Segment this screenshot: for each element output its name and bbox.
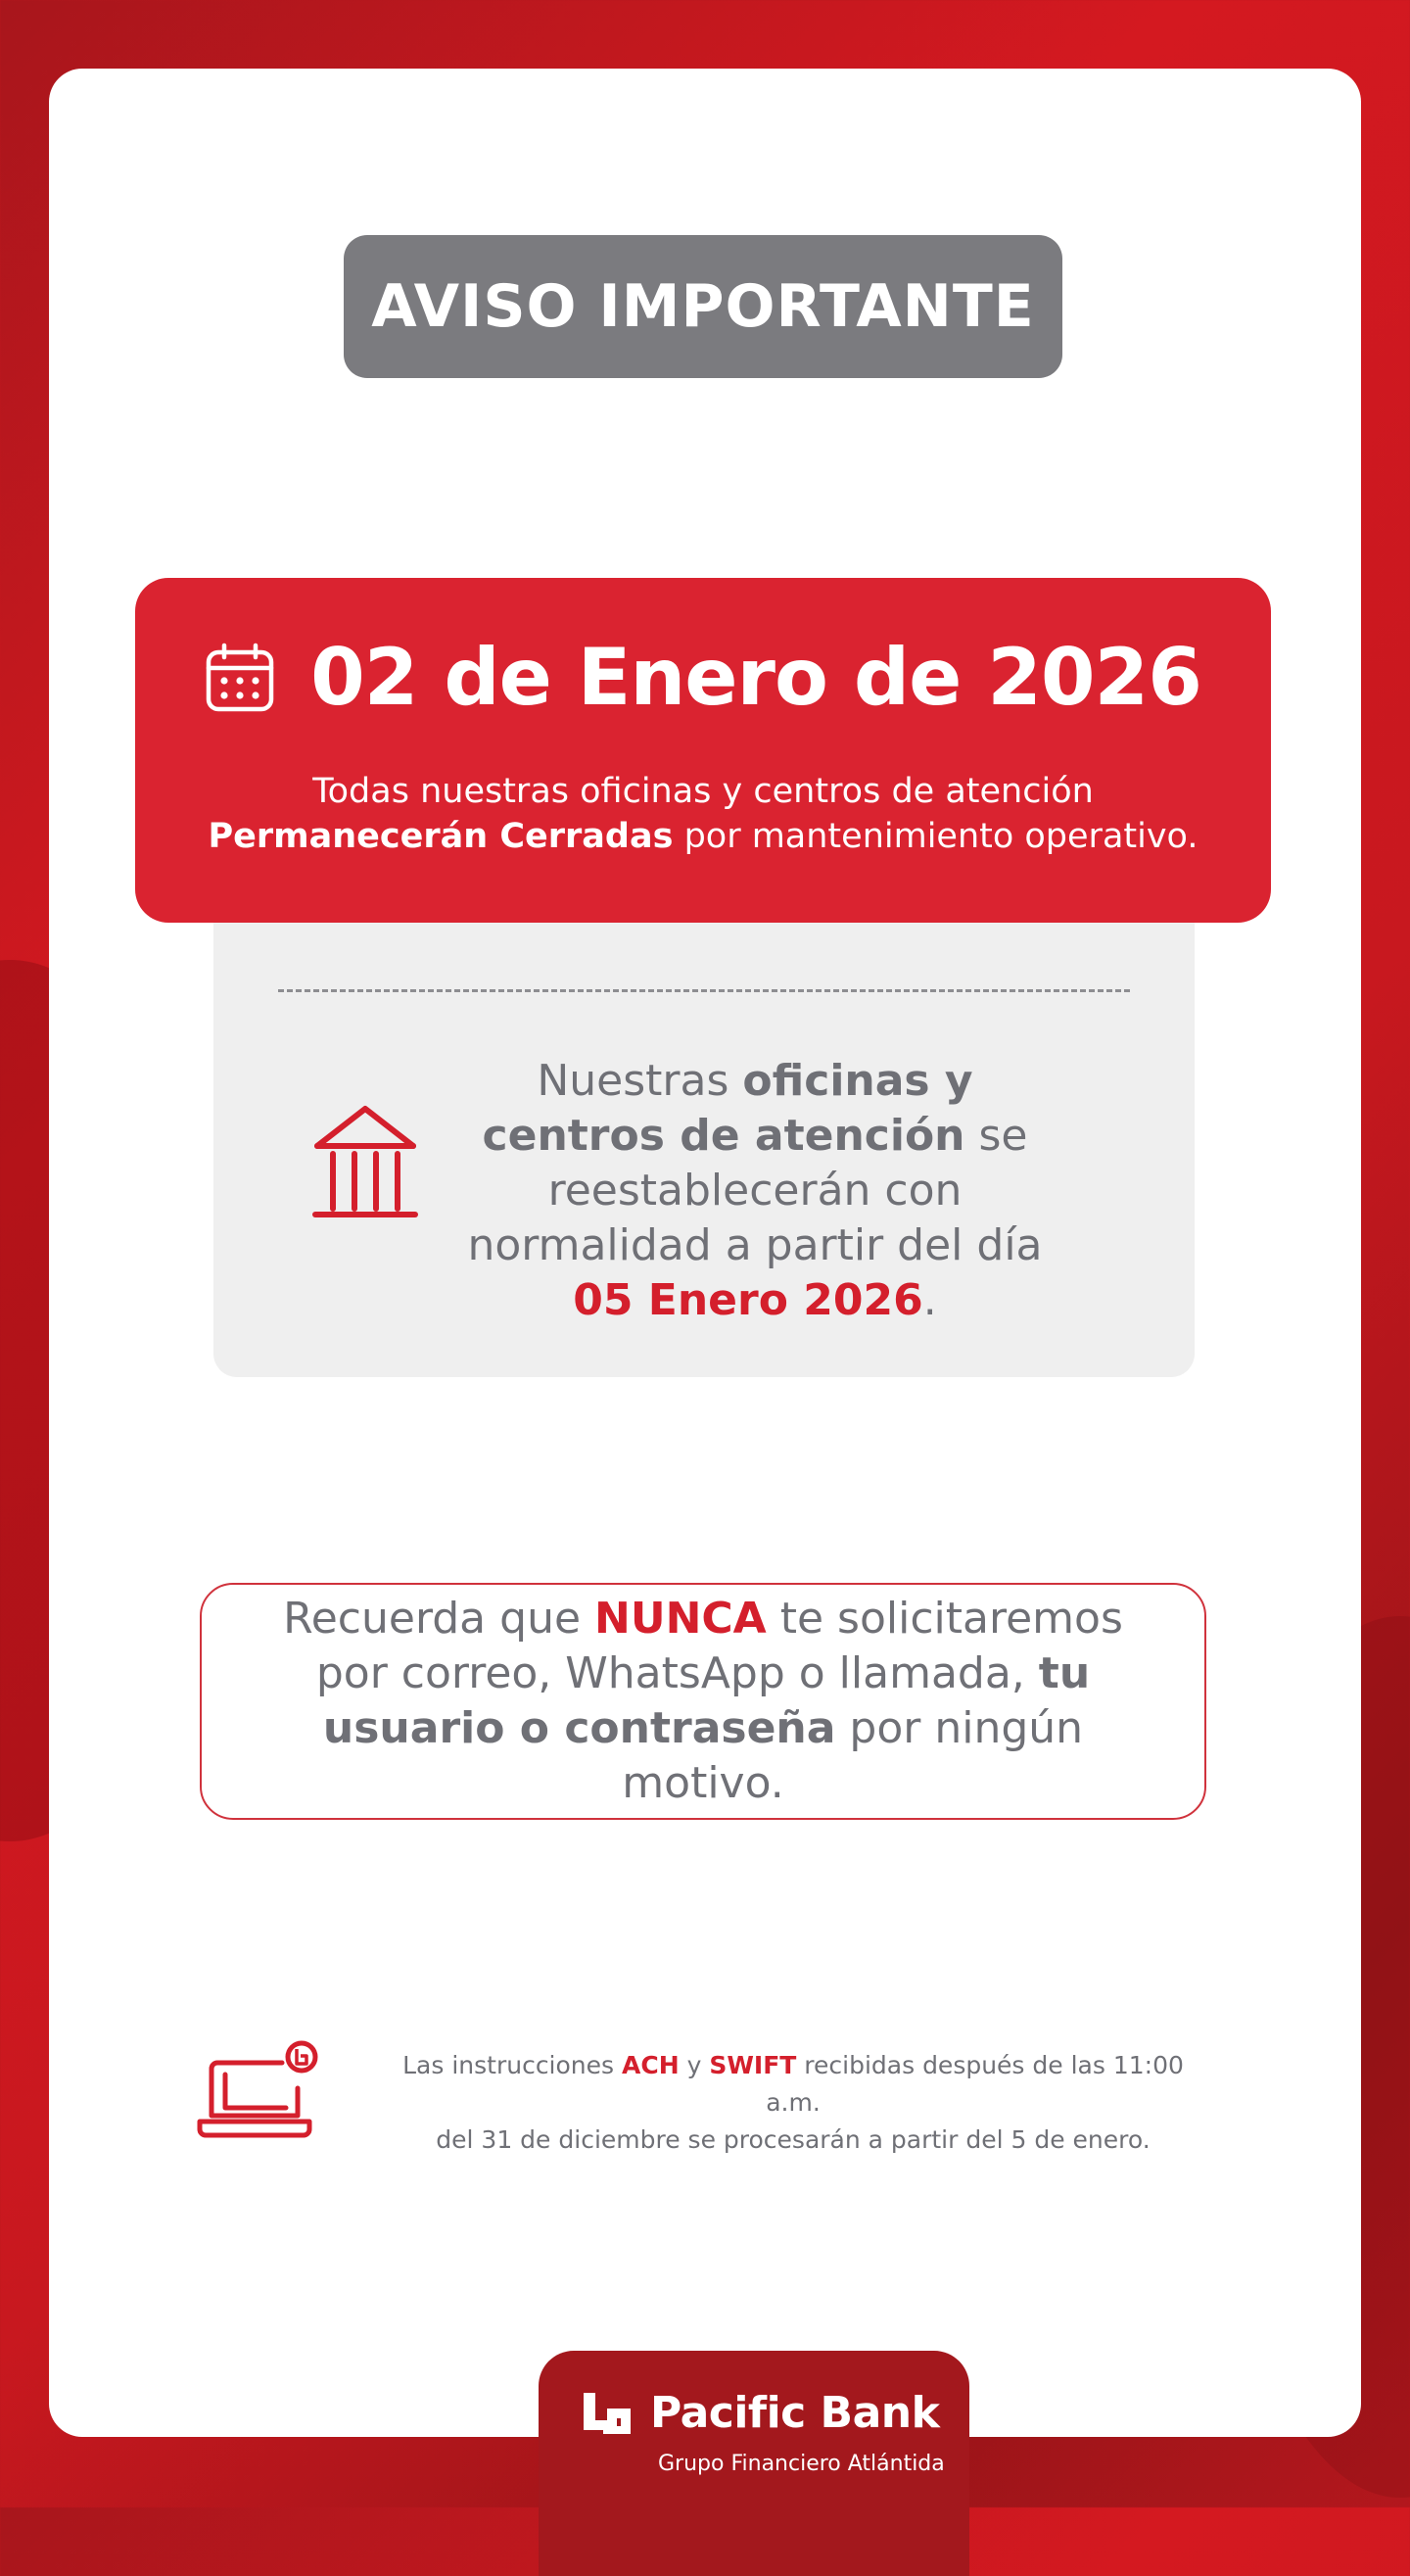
laptop-bank-icon (196, 2039, 323, 2143)
closure-line-2 (135, 814, 1271, 859)
bank-building-icon (311, 1103, 419, 1220)
closure-rest: por mantenimiento operativo. (673, 817, 1198, 856)
reopen-text: Nuestras (537, 1056, 743, 1106)
security-text: Recuerda que (283, 1594, 595, 1644)
security-text: por ningún motivo. (622, 1703, 1084, 1808)
reopen-text-bold: oficinas y centros de atención (482, 1056, 973, 1161)
closure-date-box (135, 578, 1271, 923)
transfers-text: y (679, 2051, 710, 2079)
brand-name: Pacific Bank (650, 2388, 940, 2438)
notice-card (49, 69, 1361, 2476)
closure-date: 02 de Enero de 2026 (310, 632, 1201, 723)
brand-tagline: Grupo Financiero Atlántida (658, 2452, 945, 2476)
reopen-text: se reestablecerán con normalidad a partir del día (467, 1111, 1043, 1270)
security-warning-box (200, 1583, 1206, 1820)
pacific-bank-logo-icon (582, 2391, 633, 2436)
swift-label: SWIFT (709, 2051, 797, 2079)
reopen-date: 05 Enero 2026 (573, 1275, 923, 1325)
ach-label: ACH (622, 2051, 680, 2079)
reopen-text: . (922, 1275, 937, 1325)
closure-line-1: Todas nuestras oficinas y centros de atención (312, 772, 1094, 811)
reopen-message (456, 1054, 1054, 1328)
security-warning-text (262, 1592, 1144, 1811)
transfers-text: recibidas después de las 11:00 a.m. (766, 2051, 1184, 2117)
security-credentials: tu usuario o contraseña (322, 1648, 1091, 1753)
transfers-notice (382, 2047, 1204, 2159)
transfers-text: Las instrucciones (402, 2051, 622, 2079)
dashed-divider (278, 989, 1130, 992)
notice-header (344, 235, 1062, 378)
transfers-line-1 (382, 2047, 1204, 2122)
closure-bold: Permanecerán Cerradas (208, 817, 674, 856)
calendar-icon (205, 643, 275, 713)
closure-description (135, 769, 1271, 859)
notice-title: AVISO IMPORTANTE (371, 272, 1035, 341)
security-never: NUNCA (594, 1594, 767, 1644)
brand-footer (539, 2351, 969, 2576)
transfers-line-2: del 31 de diciembre se procesarán a partir del 5 de enero. (436, 2125, 1151, 2154)
reopen-info-box (213, 917, 1195, 1377)
security-text: te solicitaremos por correo, WhatsApp o llamada, (315, 1594, 1123, 1698)
